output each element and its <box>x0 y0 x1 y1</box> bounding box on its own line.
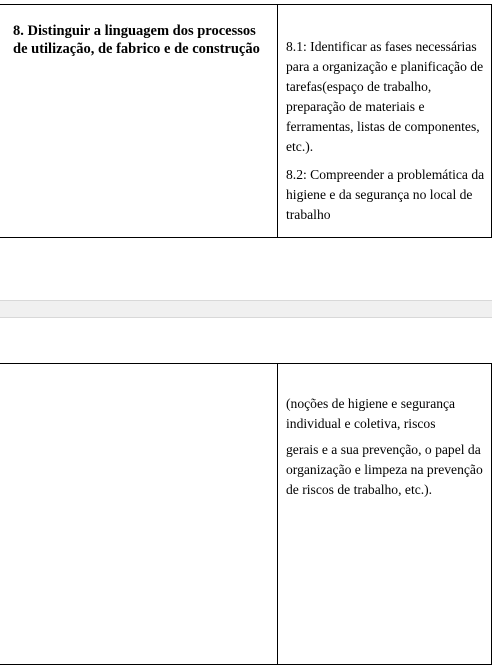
document-page-bottom <box>0 318 492 611</box>
descriptor-8-2: 8.2: Compreender a problemática da higiene e da segurança no local de trabalho <box>286 167 485 222</box>
objective-cell-empty <box>0 364 278 665</box>
document-page-top <box>0 0 492 300</box>
descriptor-continuation-2: gerais e a sua prevenção, o papel da organização e limpeza na prevenção de riscos de trabalho, etc.). <box>286 442 483 497</box>
descriptor-cell <box>278 364 492 665</box>
table-row <box>0 364 492 665</box>
descriptor-cell <box>278 5 492 238</box>
objective-cell <box>0 5 278 238</box>
objective-title: 8. Distinguir a linguagem dos processos de utilização, de fabrico e de construção <box>13 23 260 57</box>
table-row <box>0 5 492 238</box>
descriptor-continuation-1: (noções de higiene e segurança individual e coletiva, riscos <box>286 396 456 431</box>
objectives-table-bottom <box>0 363 492 665</box>
page-break-gap <box>0 300 492 318</box>
objectives-table-top <box>0 4 492 238</box>
descriptor-8-1: 8.1: Identificar as fases necessárias para a organização e planificação de tarefas(espaço de trabalho, preparação de materiais e ferramentas, listas de componentes, etc.). <box>286 39 484 154</box>
